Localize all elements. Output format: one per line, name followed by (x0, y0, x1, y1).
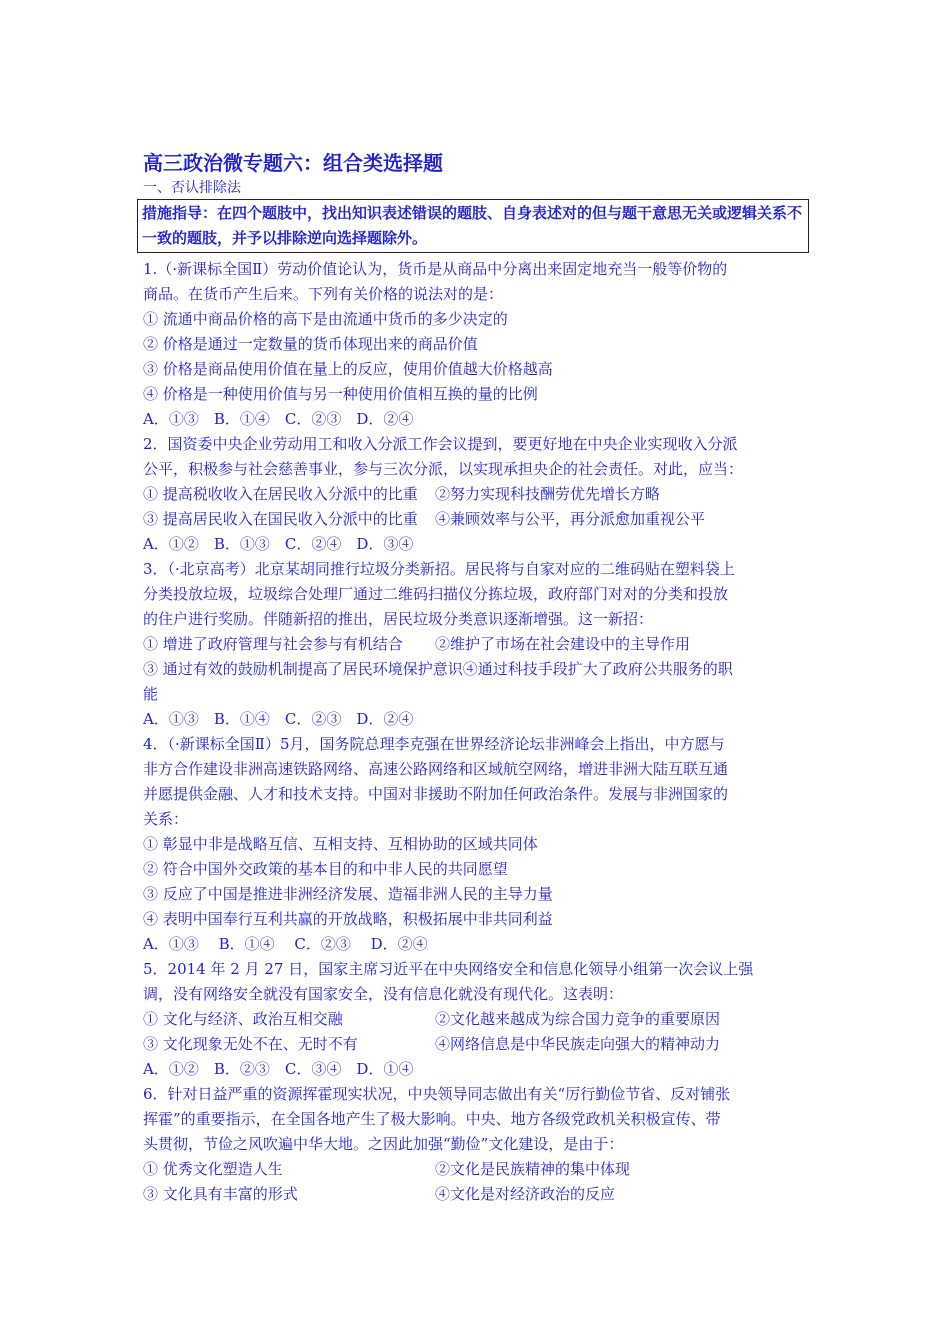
guidance-box: 措施指导：在四个题肢中，找出知识表述错误的题肢、自身表述对的但与题干意思无关或逻辑关系不一致的题肢，并予以排除逆向选择题除外。 (137, 199, 809, 253)
question-stem: 关系： (143, 810, 189, 828)
question-stem: 5．2014 年 2 月 27 日，国家主席习近平在中央网络安全和信息化领导小组第一次会议上强 (143, 960, 754, 978)
answer-choices: A．①② B．①③ C．②④ D．③④ (143, 535, 414, 553)
option-2: ②努力实现科技酬劳优先增长方略 (435, 485, 661, 503)
option-1: ① 彰显中非是战略互信、互相支持、互相协助的区域共同体 (143, 835, 538, 853)
question-stem: 非方合作建设非洲高速铁路网络、高速公路网络和区域航空网络，增进非洲大陆互联互通 (143, 760, 729, 778)
answer-choices: A．①③ B．①④ C．②③ D．②④ (143, 410, 414, 428)
question-4 (143, 732, 815, 957)
option-row (143, 1007, 815, 1032)
option-3-4: ③ 通过有效的鼓励机制提高了居民环境保护意识④通过科技手段扩大了政府公共服务的职 (143, 660, 733, 678)
answer-choices: A．①③ B．①④ C．②③ D．②④ (143, 710, 414, 728)
question-stem: 并愿提供金融、人才和技术支持。中国对非援助不附加任何政治条件。发展与非洲国家的 (143, 785, 729, 803)
option-2: ②文化是民族精神的集中体现 (435, 1160, 631, 1178)
option-2: ②维护了市场在社会建设中的主导作用 (435, 635, 691, 653)
section-heading: 一、否认排除法 (143, 180, 241, 196)
option-4: ④ 价格是一种使用价值与另一种使用价值相互换的量的比例 (143, 385, 538, 403)
option-3: ③ 反应了中国是推进非洲经济发展、造福非洲人民的主导力量 (143, 885, 553, 903)
question-stem: 6．针对日益严重的资源挥霍现实状况，中央领导同志做出有关“厉行勤俭节省、反对铺张 (143, 1085, 731, 1103)
option-3: ③ 提高居民收入在国民收入分派中的比重 (143, 510, 418, 528)
document-page (143, 150, 815, 1207)
option-4: ④ 表明中国奉行互利共赢的开放战略，积极拓展中非共同利益 (143, 910, 553, 928)
question-5 (143, 957, 815, 1082)
option-3: ③ 文化具有丰富的形式 (143, 1185, 298, 1203)
question-stem: 公平，积极参与社会慈善事业，参与三次分派，以实现承担央企的社会责任。对此，应当： (143, 460, 744, 478)
answer-choices: A．①② B．②③ C．③④ D．①④ (143, 1060, 414, 1078)
option-1: ① 优秀文化塑造人生 (143, 1160, 283, 1178)
option-2: ② 符合中国外交政策的基本目的和中非人民的共同愿望 (143, 860, 508, 878)
question-stem: 2．国资委中央企业劳动用工和收入分派工作会议提到，要更好地在中央企业实现收入分派 (143, 435, 738, 453)
page-title: 高三政治微专题六：组合类选择题 (143, 151, 443, 175)
option-row (143, 1182, 815, 1207)
question-2 (143, 432, 815, 557)
option-row (143, 507, 815, 532)
option-4: ④兼顾效率与公平，再分派愈加重视公平 (435, 510, 706, 528)
question-stem: 头贯彻，节俭之风吹遍中华大地。之因此加强“勤俭”文化建设，是由于： (143, 1135, 624, 1153)
option-4-continued: 能 (143, 685, 159, 703)
option-1: ① 文化与经济、政治互相交融 (143, 1010, 343, 1028)
option-2: ②文化越来越成为综合国力竞争的重要原因 (435, 1010, 721, 1028)
option-4: ④网络信息是中华民族走向强大的精神动力 (435, 1035, 721, 1053)
question-stem: 分类投放垃圾，垃圾综合处理厂通过二维码扫描仪分拣垃圾，政府部门对对的分类和投放 (143, 585, 729, 603)
option-row (143, 1032, 815, 1057)
answer-choices: A．①③ B．①④ C．②③ D．②④ (143, 935, 428, 953)
question-3 (143, 557, 815, 732)
option-3: ③ 价格是商品使用价值在量上的反应，使用价值越大价格越高 (143, 360, 553, 378)
option-2: ② 价格是通过一定数量的货币体现出来的商品价值 (143, 335, 478, 353)
question-stem: 商品。在货币产生后来。下列有关价格的说法对的是： (143, 285, 504, 303)
question-stem: 4．（·新课标全国Ⅱ）5月，国务院总理李克强在世界经济论坛非洲峰会上指出，中方愿与 (143, 735, 725, 753)
option-4: ④文化是对经济政治的反应 (435, 1185, 616, 1203)
question-6 (143, 1082, 815, 1207)
option-3: ③ 文化现象无处不在、无时不有 (143, 1035, 358, 1053)
question-stem: 调，没有网络安全就没有国家安全，没有信息化就没有现代化。这表明： (143, 985, 624, 1003)
question-stem: 1.（·新课标全国Ⅱ）劳动价值论认为，货币是从商品中分离出来固定地充当一般等价物的 (143, 260, 728, 278)
option-1: ① 增进了政府管理与社会参与有机结合 (143, 635, 403, 653)
question-stem: 挥霍”的重要指示，在全国各地产生了极大影响。中央、地方各级党政机关积极宣传、带 (143, 1110, 721, 1128)
option-1: ① 流通中商品价格的高下是由流通中货币的多少决定的 (143, 310, 508, 328)
question-stem: 的住户进行奖励。伴随新招的推出，居民垃圾分类意识逐渐增强。这一新招： (143, 610, 654, 628)
option-row (143, 1157, 815, 1182)
option-1: ① 提高税收收入在居民收入分派中的比重 (143, 485, 418, 503)
question-1 (143, 257, 815, 432)
question-stem: 3．（·北京高考）北京某胡同推行垃圾分类新招。居民将与自家对应的二维码贴在塑料袋上 (143, 560, 735, 578)
option-row (143, 632, 815, 657)
option-row (143, 482, 815, 507)
